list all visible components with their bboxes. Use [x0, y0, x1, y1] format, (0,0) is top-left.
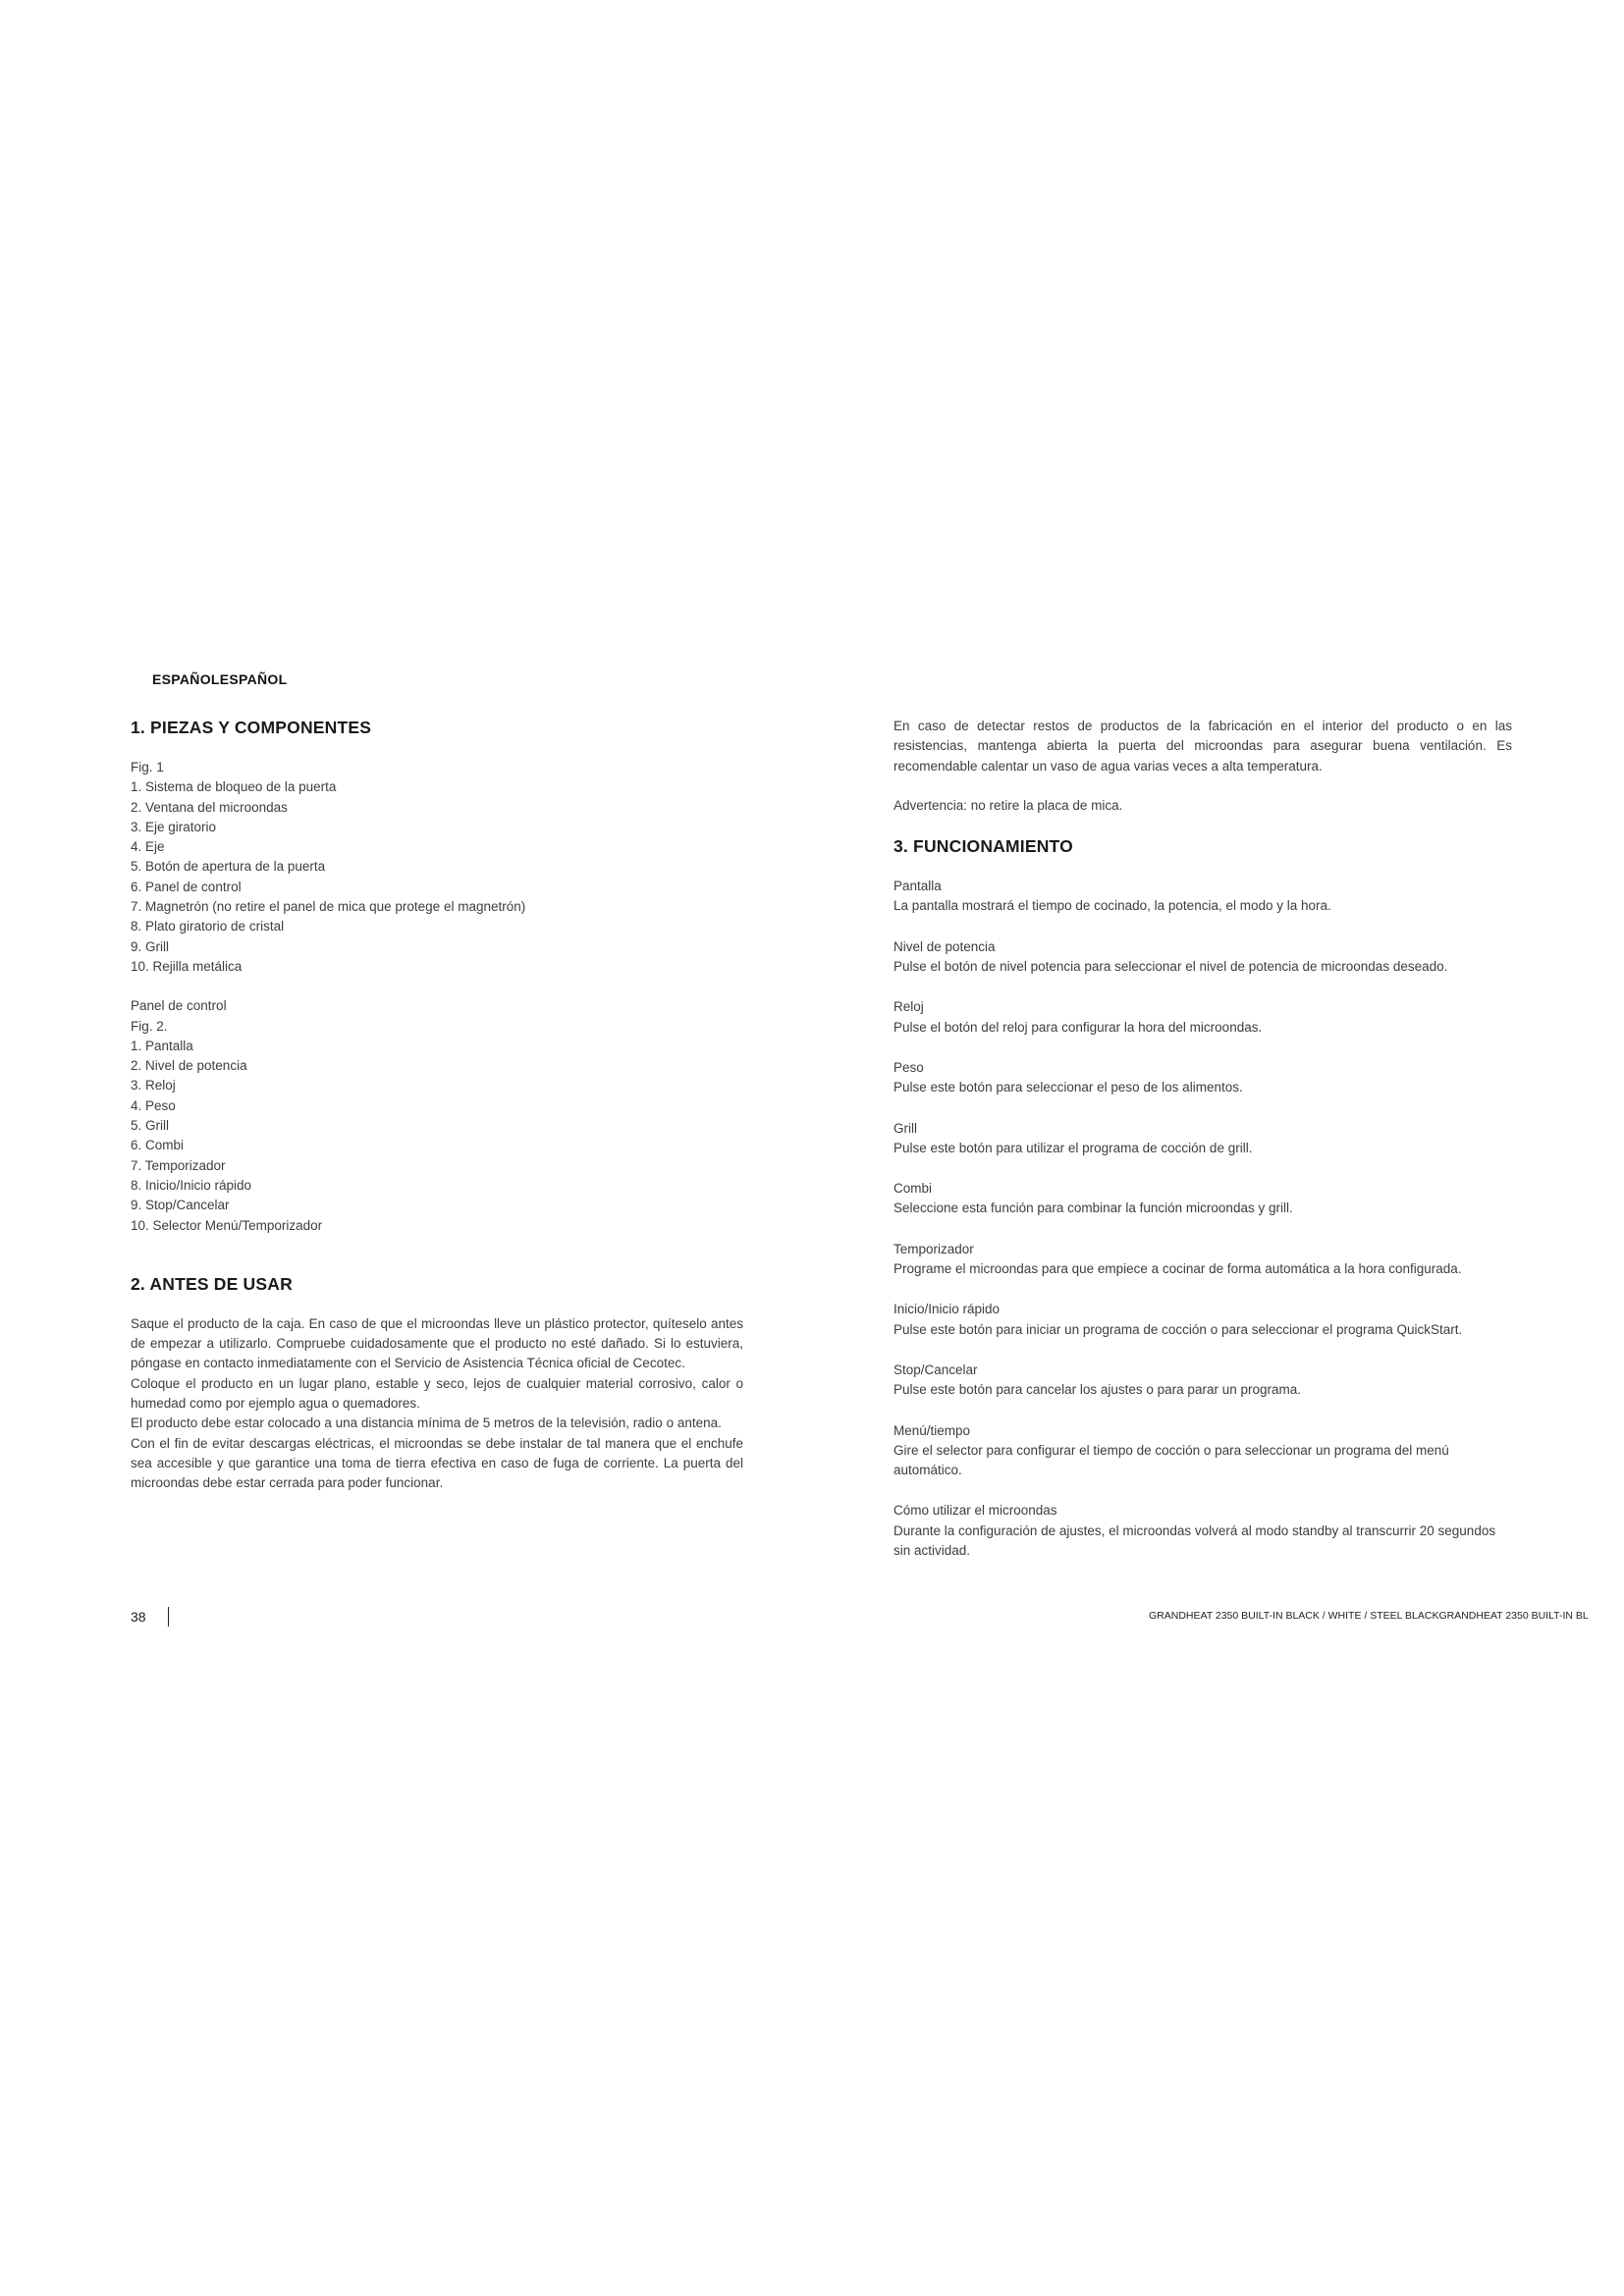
function-desc: Programe el microondas para que empiece a cocinar de forma automática a la hora configurada. [893, 1261, 1462, 1277]
function-desc: Gire el selector para configurar el tiempo de cocción o para seleccionar un programa del menú automático. [893, 1442, 1449, 1478]
list-item: 4. Peso [131, 1097, 176, 1113]
function-desc: Pulse este botón para iniciar un programa de cocción o para seleccionar el programa QuickStart. [893, 1321, 1463, 1337]
function-desc: Seleccione esta función para combinar la función microondas y grill. [893, 1201, 1293, 1216]
function-item [893, 1058, 1512, 1098]
function-item [893, 1300, 1512, 1340]
function-desc: Pulse este botón para seleccionar el peso de los alimentos. [893, 1080, 1243, 1095]
function-desc: Pulse el botón de nivel potencia para seleccionar el nivel de potencia de microondas deseado. [893, 959, 1448, 975]
function-title: Reloj [893, 999, 924, 1015]
function-title: Combi [893, 1181, 933, 1197]
function-item [893, 1361, 1512, 1401]
function-title: Cómo utilizar el microondas [893, 1503, 1057, 1519]
parts-list [131, 777, 743, 977]
list-item: 9. Stop/Cancelar [131, 1198, 230, 1213]
function-desc: Pulse el botón del reloj para configurar la hora del microondas. [893, 1019, 1263, 1035]
list-item: 9. Grill [131, 938, 170, 954]
list-item: 2. Ventana del microondas [131, 799, 288, 815]
list-item: 2. Nivel de potencia [131, 1058, 247, 1074]
function-title: Grill [893, 1120, 917, 1136]
paragraph: El producto debe estar colocado a una distancia mínima de 5 metros de la televisión, radio o antena. [131, 1415, 722, 1431]
list-item: 7. Temporizador [131, 1157, 226, 1173]
warning-text: Advertencia: no retire la placa de mica. [893, 797, 1123, 813]
list-item: 8. Plato giratorio de cristal [131, 919, 285, 934]
list-item: 10. Rejilla metálica [131, 958, 243, 974]
list-item: 10. Selector Menú/Temporizador [131, 1217, 323, 1233]
fig-1-label: Fig. 1 [131, 760, 164, 774]
section-1-title: 1. PIEZAS Y COMPONENTES [131, 718, 372, 737]
fig-2-label: Fig. 2. [131, 1018, 168, 1034]
list-item: 6. Combi [131, 1138, 185, 1153]
function-title: Inicio/Inicio rápido [893, 1302, 1001, 1317]
function-title: Nivel de potencia [893, 938, 996, 954]
function-title: Stop/Cancelar [893, 1362, 978, 1377]
function-item [893, 1119, 1512, 1159]
function-item [893, 1501, 1512, 1561]
list-item: 5. Grill [131, 1118, 170, 1134]
paragraph: Saque el producto de la caja. En caso de que el microondas lleve un plástico protector, quíteselo antes de empezar a utilizarlo. Compruebe cuidadosamente que el producto no esté dañado. Si lo estuviera, póngase en contacto inmediatamente con el Servicio de Asistencia Técnica oficial de Cecotec. [131, 1315, 743, 1371]
footer-page-number [131, 1607, 169, 1627]
function-title: Temporizador [893, 1241, 974, 1256]
left-column [131, 717, 743, 1494]
list-item: 7. Magnetrón (no retire el panel de mica que protege el magnetrón) [131, 899, 526, 915]
function-item [893, 1421, 1512, 1481]
function-item [893, 1240, 1512, 1280]
list-item: 6. Panel de control [131, 879, 242, 894]
section-2-title: 2. ANTES DE USAR [131, 1273, 293, 1294]
function-item [893, 997, 1512, 1038]
footer-product-name: GRANDHEAT 2350 BUILT-IN BLACK / WHITE / STEEL BLACKGRANDHEAT 2350 BUILT-IN BL [1149, 1610, 1589, 1622]
function-item [893, 937, 1512, 978]
list-item: 1. Pantalla [131, 1038, 193, 1053]
list-item: 8. Inicio/Inicio rápido [131, 1177, 252, 1193]
paragraph: Coloque el producto en un lugar plano, estable y seco, lejos de cualquier material corrosivo, calor o humedad como por ejemplo agua o quemadores. [131, 1375, 743, 1412]
section-3-title: 3. FUNCIONAMIENTO [893, 836, 1073, 857]
list-item: 3. Reloj [131, 1078, 176, 1094]
right-column [893, 717, 1512, 1581]
function-item [893, 1179, 1512, 1219]
function-desc: Durante la configuración de ajustes, el microondas volverá al modo standby al transcurrir 20 segundos sin actividad. [893, 1522, 1496, 1559]
list-item: 4. Eje [131, 839, 165, 855]
control-panel-list [131, 1037, 743, 1236]
intro-paragraph: En caso de detectar restos de productos de la fabricación en el interior del producto o en las resistencias, mantenga abierta la puerta del microondas para asegurar buena ventilación. Es recomendable calentar un vaso de agua varias veces a alta temperatura. [893, 719, 1512, 774]
function-title: Pantalla [893, 879, 942, 894]
list-item: 1. Sistema de bloqueo de la puerta [131, 779, 337, 795]
function-desc: Pulse este botón para utilizar el programa de cocción de grill. [893, 1140, 1253, 1155]
function-title: Peso [893, 1059, 924, 1075]
section-2-body [131, 1314, 743, 1494]
function-desc: Pulse este botón para cancelar los ajustes o para parar un programa. [893, 1382, 1301, 1398]
function-title: Menú/tiempo [893, 1422, 971, 1438]
page-number: 38 [131, 1609, 146, 1625]
function-desc: La pantalla mostrará el tiempo de cocinado, la potencia, el modo y la hora. [893, 898, 1331, 914]
language-header: ESPAÑOLESPAÑOL [152, 671, 288, 687]
function-item [893, 877, 1512, 917]
list-item: 5. Botón de apertura de la puerta [131, 859, 326, 875]
footer-divider [168, 1607, 170, 1627]
paragraph: Con el fin de evitar descargas eléctricas, el microondas se debe instalar de tal manera que el enchufe sea accesible y que garantice una toma de tierra efectiva en caso de fuga de corriente. La puerta del microondas debe estar cerrada para poder funcionar. [131, 1435, 743, 1491]
control-panel-title: Panel de control [131, 998, 227, 1014]
list-item: 3. Eje giratorio [131, 819, 217, 834]
